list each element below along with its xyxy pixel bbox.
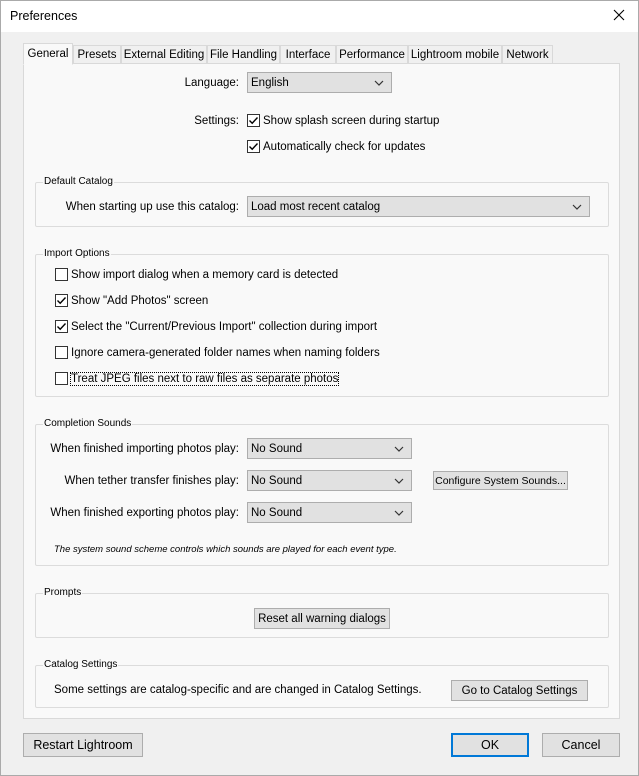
default-catalog-label: When starting up use this catalog: xyxy=(65,201,239,213)
language-value: English xyxy=(251,76,289,89)
general-tab-panel xyxy=(23,63,620,719)
import-sound-value: No Sound xyxy=(251,442,303,455)
check-updates-label: Automatically check for updates xyxy=(263,140,426,153)
tether-sound-value: No Sound xyxy=(251,474,303,487)
checkbox-unchecked-icon xyxy=(55,346,68,359)
import-dialog-label: Show import dialog when a memory card is detected xyxy=(71,268,339,281)
current-import-checkbox[interactable] xyxy=(55,320,377,333)
tab-performance[interactable]: Performance xyxy=(336,45,408,64)
tab-interface[interactable]: Interface xyxy=(280,45,336,64)
current-import-label: Select the "Current/Previous Import" collection during import xyxy=(71,320,378,333)
reset-warning-dialogs-button[interactable]: Reset all warning dialogs xyxy=(254,608,390,629)
import-sound-dropdown[interactable] xyxy=(247,438,412,459)
ok-button[interactable]: OK xyxy=(451,733,529,757)
treat-jpeg-checkbox[interactable] xyxy=(55,372,338,385)
export-sound-dropdown[interactable] xyxy=(247,502,412,523)
catalog-settings-title: Catalog Settings xyxy=(44,659,118,670)
default-catalog-title: Default Catalog xyxy=(44,176,113,187)
catalog-settings-text: Some settings are catalog-specific and are changed in Catalog Settings. xyxy=(54,684,422,696)
splash-screen-label: Show splash screen during startup xyxy=(263,114,440,127)
completion-sounds-title: Completion Sounds xyxy=(44,418,132,429)
import-sound-label: When finished importing photos play: xyxy=(50,443,239,455)
checkbox-checked-icon xyxy=(247,140,260,153)
chevron-down-icon xyxy=(391,505,407,521)
configure-system-sounds-button[interactable]: Configure System Sounds... xyxy=(433,471,568,490)
chevron-down-icon xyxy=(391,473,407,489)
tab-network[interactable]: Network xyxy=(502,45,553,64)
tab-presets[interactable]: Presets xyxy=(73,45,121,64)
chevron-down-icon xyxy=(371,75,387,91)
check-updates-checkbox[interactable] xyxy=(247,140,425,153)
language-label: Language: xyxy=(184,77,239,89)
treat-jpeg-label: Treat JPEG files next to raw files as separate photos xyxy=(71,372,339,385)
language-dropdown[interactable] xyxy=(247,72,392,93)
restart-lightroom-button[interactable]: Restart Lightroom xyxy=(23,733,143,757)
tab-file-handling[interactable]: File Handling xyxy=(207,45,280,64)
checkbox-checked-icon xyxy=(55,320,68,333)
sound-scheme-note: The system sound scheme controls which sounds are played for each event type. xyxy=(54,544,397,555)
export-sound-value: No Sound xyxy=(251,506,303,519)
ignore-folder-names-label: Ignore camera-generated folder names when naming folders xyxy=(71,346,380,359)
checkbox-unchecked-icon xyxy=(55,268,68,281)
chevron-down-icon xyxy=(391,441,407,457)
splash-screen-checkbox[interactable] xyxy=(247,114,439,127)
tab-external-editing[interactable]: External Editing xyxy=(121,45,207,64)
tab-lightroom-mobile[interactable]: Lightroom mobile xyxy=(408,45,502,64)
export-sound-label: When finished exporting photos play: xyxy=(50,507,239,519)
go-to-catalog-settings-button[interactable]: Go to Catalog Settings xyxy=(451,680,588,701)
tether-sound-dropdown[interactable] xyxy=(247,470,412,491)
close-icon xyxy=(613,9,625,24)
prompts-title: Prompts xyxy=(44,587,82,598)
checkbox-checked-icon xyxy=(247,114,260,127)
add-photos-label: Show "Add Photos" screen xyxy=(71,294,209,307)
window-title: Preferences xyxy=(10,9,78,23)
settings-label: Settings: xyxy=(194,115,239,127)
tab-general[interactable]: General xyxy=(23,43,73,65)
import-dialog-checkbox[interactable] xyxy=(55,268,338,281)
tether-sound-label: When tether transfer finishes play: xyxy=(64,475,239,487)
default-catalog-value: Load most recent catalog xyxy=(251,200,381,213)
title-bar xyxy=(1,1,638,32)
default-catalog-dropdown[interactable] xyxy=(247,196,590,217)
checkbox-unchecked-icon xyxy=(55,372,68,385)
cancel-button[interactable]: Cancel xyxy=(542,733,620,757)
import-options-title: Import Options xyxy=(44,248,110,259)
close-button[interactable] xyxy=(604,3,634,29)
chevron-down-icon xyxy=(569,199,585,215)
add-photos-checkbox[interactable] xyxy=(55,294,208,307)
checkbox-checked-icon xyxy=(55,294,68,307)
ignore-folder-names-checkbox[interactable] xyxy=(55,346,380,359)
